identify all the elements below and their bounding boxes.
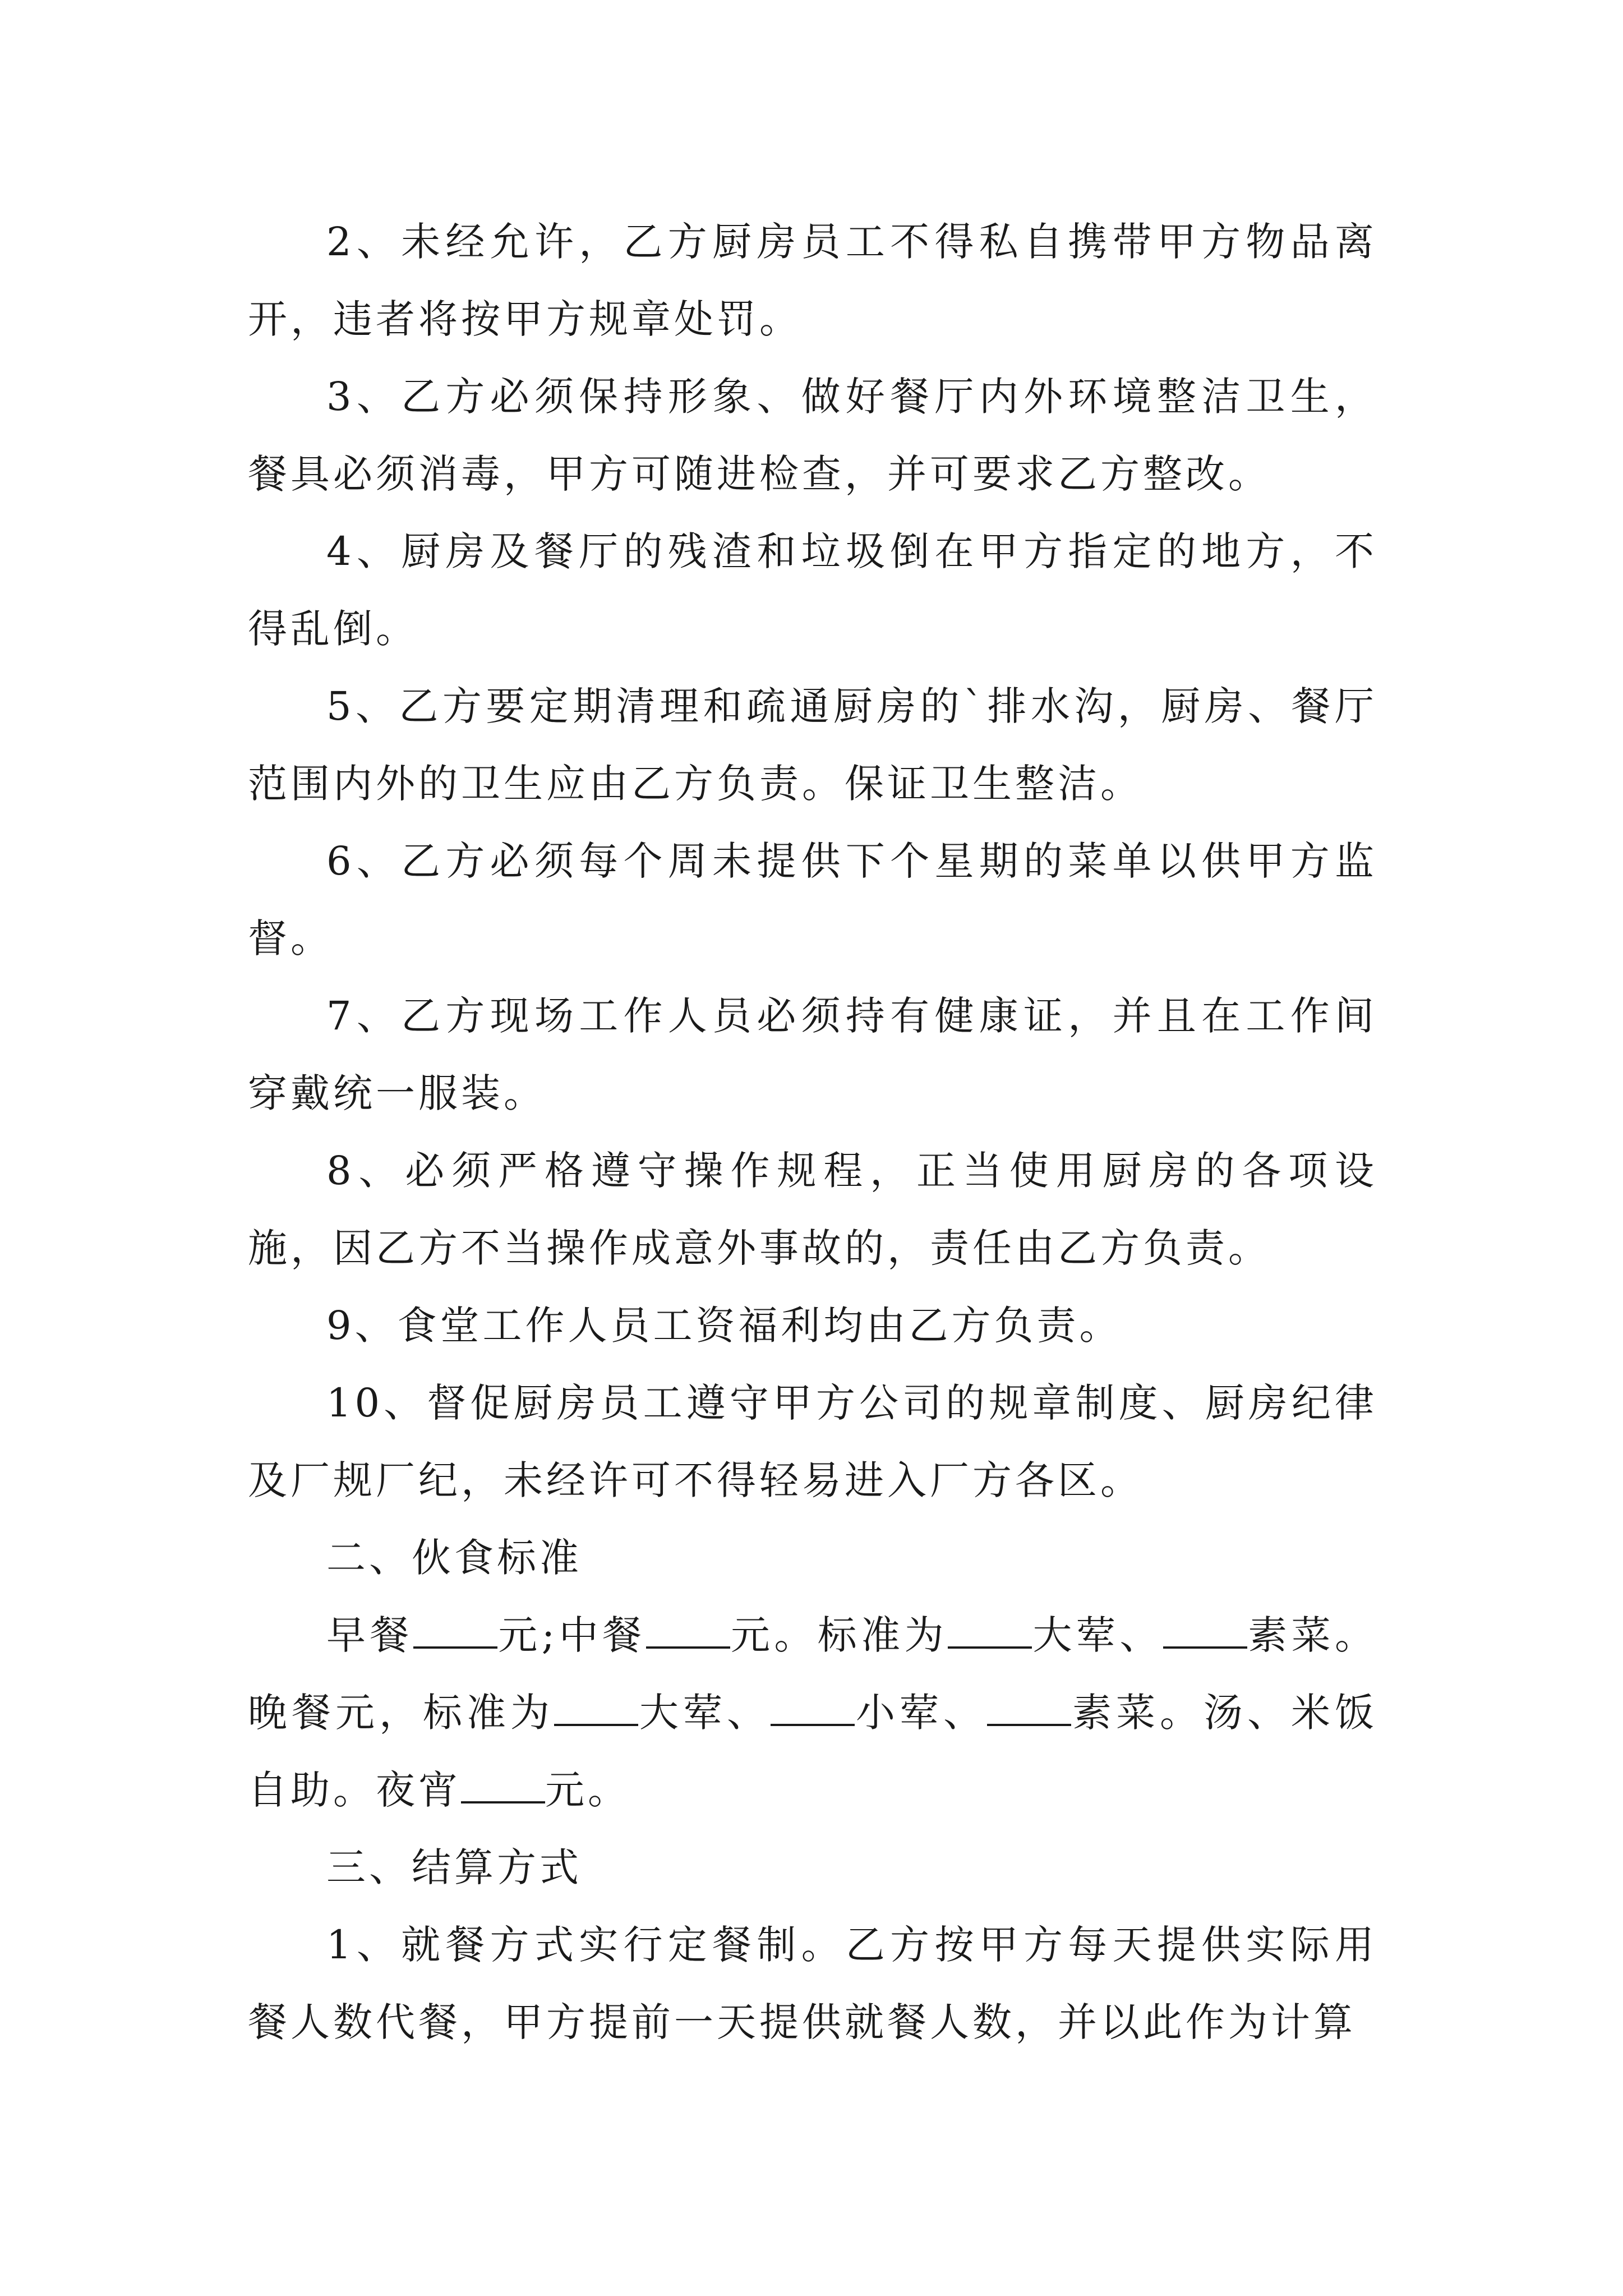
clause-8: 8、必须严格遵守操作规程，正当使用厨房的各项设施，因乙方不当操作成意外事故的，责任由乙方负责。: [248, 1148, 1377, 1271]
meal-text-3: 元。标准为: [730, 1612, 948, 1658]
meal-text-2: 元;中餐: [497, 1612, 646, 1658]
meal-text-6: 大荤、: [638, 1690, 771, 1736]
clause-2: 2、未经允许，乙方厨房员工不得私自携带甲方物品离开，违者将按甲方规章处罚。: [248, 219, 1377, 342]
blank-line: [771, 1692, 855, 1726]
blank-line: [461, 1770, 545, 1803]
blank-line: [413, 1615, 497, 1649]
settlement-clause-1: 1、就餐方式实行定餐制。乙方按甲方每天提供实际用餐人数代餐，甲方提前一天提供就餐人数，并以此作为计算: [248, 1922, 1377, 2045]
blank-line: [646, 1615, 730, 1649]
clause-7: 7、乙方现场工作人员必须持有健康证，并且在工作间穿戴统一服装。: [248, 993, 1377, 1116]
blank-line: [948, 1615, 1032, 1649]
document-body: [248, 203, 1377, 2061]
clause-10: 10、督促厨房员工遵守甲方公司的规章制度、厨房纪律及厂规厂纪，未经许可不得轻易进入厂方各区。: [248, 1380, 1377, 1503]
section-heading-settlement: 三、结算方式: [326, 1844, 582, 1890]
clause-5: 5、乙方要定期清理和疏通厨房的`排水沟，厨房、餐厅范围内外的卫生应由乙方负责。保证卫生整洁。: [248, 683, 1377, 807]
blank-line: [1163, 1615, 1247, 1649]
meal-text-4: 大荤、: [1032, 1612, 1163, 1658]
clause-9: 9、食堂工作人员工资福利均由乙方负责。: [326, 1303, 1122, 1349]
blank-line: [987, 1692, 1071, 1726]
clause-6: 6、乙方必须每个周未提供下个星期的菜单以供甲方监督。: [248, 838, 1377, 961]
section-heading-meal-standard: 二、伙食标准: [326, 1535, 582, 1581]
clause-3: 3、乙方必须保持形象、做好餐厅内外环境整洁卫生，餐具必须消毒，甲方可随进检查，并可要求乙方整改。: [248, 374, 1377, 497]
meal-text-1: 早餐: [326, 1612, 413, 1658]
meal-text-5: 素菜。晚餐元，标准为: [248, 1612, 1378, 1736]
meal-text-7: 小荤、: [855, 1690, 987, 1736]
meal-text-8: 素菜。汤、米饭自助。夜宵: [248, 1690, 1377, 1813]
clause-4: 4、厨房及餐厅的残渣和垃圾倒在甲方指定的地方，不得乱倒。: [248, 528, 1377, 652]
meal-standard-paragraph: [248, 1596, 1377, 1829]
meal-text-9: 元。: [545, 1767, 630, 1813]
blank-line: [554, 1692, 638, 1726]
